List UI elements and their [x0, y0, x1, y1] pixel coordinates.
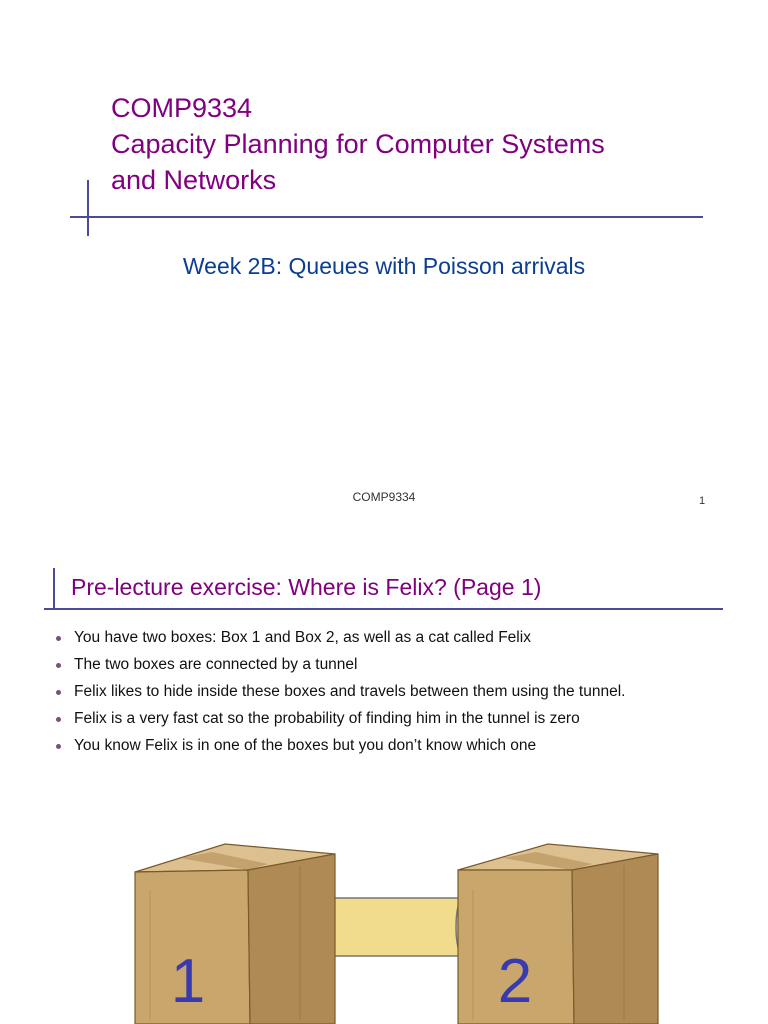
bullet-text: Felix likes to hide inside these boxes and travels between them using the tunnel. — [74, 683, 626, 700]
course-name-title-line-2: and Networks — [111, 165, 277, 195]
exercise-bullet-list — [52, 626, 732, 761]
box-1-icon — [135, 844, 335, 1024]
slide-footer: COMP9334 — [352, 490, 416, 504]
tunnel-icon — [318, 898, 470, 956]
bullet-text: You have two boxes: Box 1 and Box 2, as well as a cat called Felix — [74, 629, 531, 646]
bullet-text: You know Felix is in one of the boxes but you don’t know which one — [74, 737, 537, 754]
exercise-slide — [0, 540, 768, 1024]
boxes-with-tunnel-illustration — [0, 830, 768, 1024]
exercise-heading: Pre-lecture exercise: Where is Felix? (Page 1) — [71, 574, 542, 600]
bullet-icon — [56, 744, 61, 749]
list-item — [52, 626, 732, 650]
bullet-icon — [56, 663, 61, 668]
box-2-label: 2 — [497, 947, 533, 1016]
bullet-icon — [56, 717, 61, 722]
bullet-text: The two boxes are connected by a tunnel — [74, 656, 358, 673]
course-code-title: COMP9334 — [111, 93, 253, 123]
title-horizontal-rule — [70, 216, 703, 218]
list-item — [52, 734, 732, 758]
bullet-icon — [56, 636, 61, 641]
lecture-subtitle: Week 2B: Queues with Poisson arrivals — [182, 253, 586, 279]
heading-horizontal-rule — [44, 608, 723, 610]
list-item — [52, 680, 732, 704]
bullet-icon — [56, 690, 61, 695]
slide-page-number: 1 — [698, 495, 706, 507]
heading-vertical-rule — [53, 568, 55, 610]
title-vertical-rule — [87, 180, 89, 236]
list-item — [52, 653, 732, 677]
list-item — [52, 707, 732, 731]
box-2-icon — [458, 844, 658, 1024]
course-name-title-line-1: Capacity Planning for Computer Systems — [111, 129, 605, 159]
bullet-text: Felix is a very fast cat so the probability of finding him in the tunnel is zero — [74, 710, 580, 727]
box-1-label: 1 — [170, 947, 206, 1016]
